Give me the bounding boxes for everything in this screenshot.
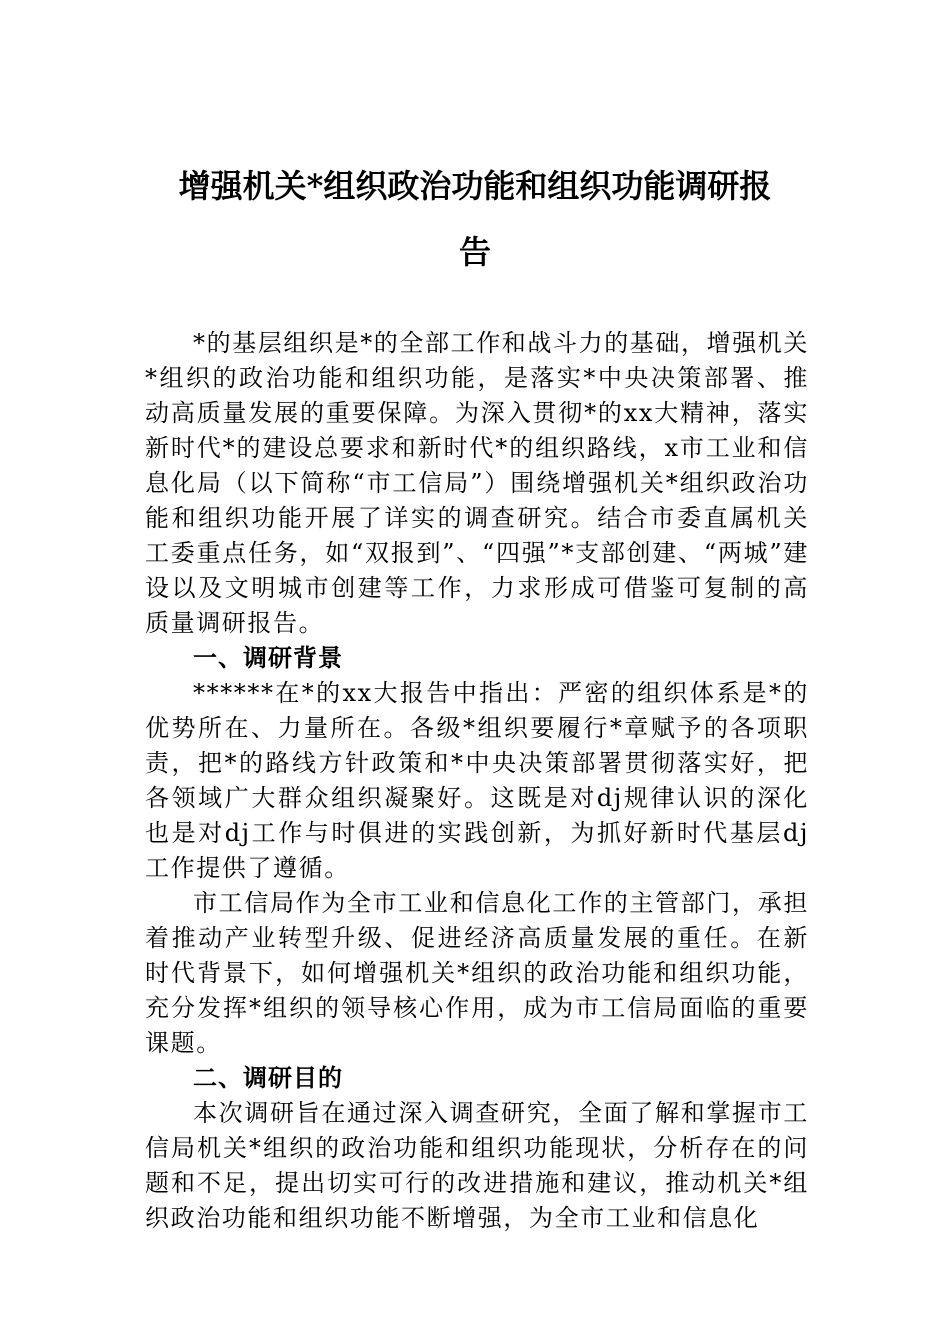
- paragraph-background-1: ******在*的xx大报告中指出：严密的组织体系是*的优势所在、力量所在。各级*组织要履行*章赋予的各项职责，把*的路线方针政策和*中央决策部署贯彻落实好，把各领域广大群众组织凝聚好。这既是对dj规律认识的深化也是对dj工作与时俱进的实践创新，为抓好新时代基层dj工作提供了遵循。: [145, 679, 809, 882]
- paragraph-background-2: 市工信局作为全市工业和信息化工作的主管部门，承担着推动产业转型升级、促进经济高质量发展的重任。在新时代背景下，如何增强机关*组织的政治功能和组织功能，充分发挥*组织的领导核心作用，成为市工信局面临的重要课题。: [145, 889, 809, 1057]
- section-heading-purpose: 二、调研目的: [193, 1064, 343, 1092]
- document-title-line-1: 增强机关*组织政治功能和组织功能调研报: [178, 167, 772, 205]
- document-body: [145, 326, 809, 1236]
- paragraph-purpose: 本次调研旨在通过深入调查研究，全面了解和掌握市工信局机关*组织的政治功能和组织功能现状，分析存在的问题和不足，提出切实可行的改进措施和建议，推动机关*组织政治功能和组织功能不断增强，为全市工业和信息化: [145, 1099, 809, 1232]
- paragraph-intro: *的基层组织是*的全部工作和战斗力的基础，增强机关*组织的政治功能和组织功能，是落实*中央决策部署、推动高质量发展的重要保障。为深入贯彻*的xx大精神，落实新时代*的建设总要求和新时代*的组织路线，x市工业和信息化局（以下简称“市工信局”）围绕增强机关*组织政治功能和组织功能开展了详实的调查研究。结合市委直属机关工委重点任务，如“双报到”、“四强”*支部创建、“两城”建设以及文明城市创建等工作，力求形成可借鉴可复制的高质量调研报告。: [145, 329, 809, 637]
- document-title-line-2: 告: [458, 233, 491, 271]
- section-heading-background: 一、调研背景: [193, 644, 343, 672]
